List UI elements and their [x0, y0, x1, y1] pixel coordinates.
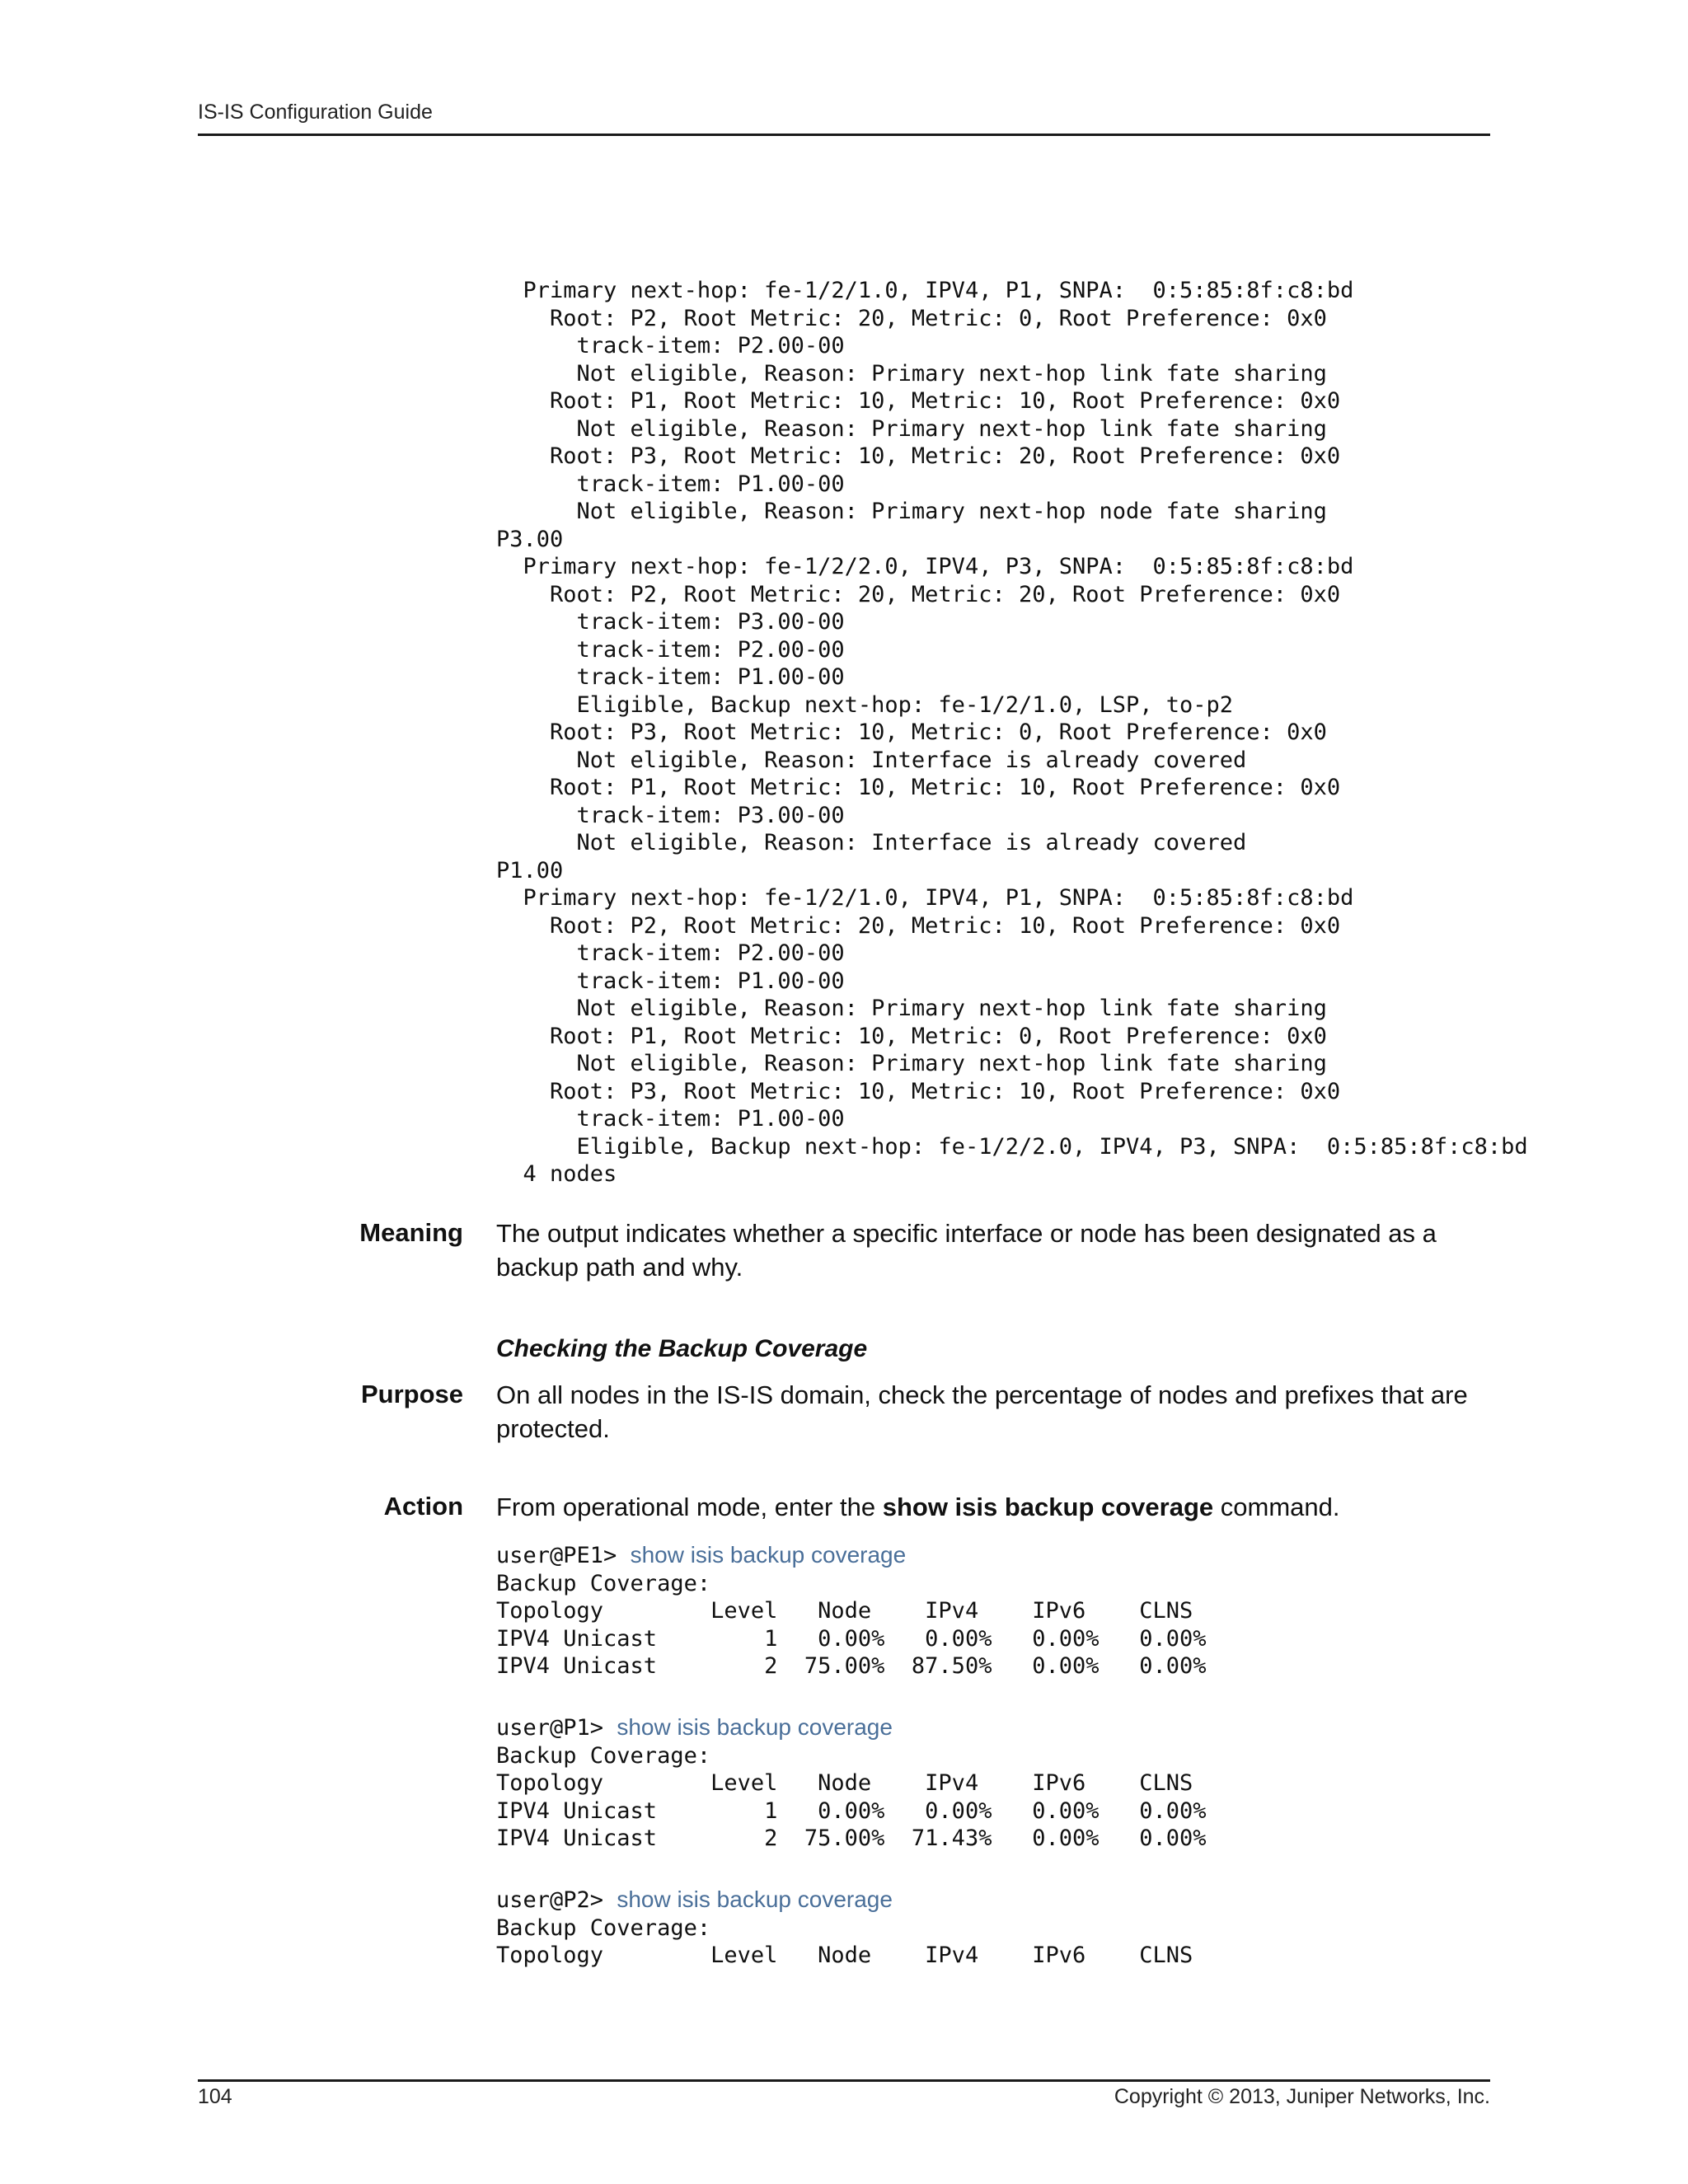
cli-output-line: track-item: P1.00-00: [496, 968, 845, 994]
purpose-text: On all nodes in the IS-IS domain, check the percentage of nodes and prefixes that are protected.: [496, 1380, 1468, 1443]
example-p2: [496, 1886, 1193, 1970]
cli-prompt: user@PE1>: [496, 1543, 631, 1568]
cli-command: show isis backup coverage: [630, 1542, 907, 1568]
cli-output-line: track-item: P1.00-00: [496, 664, 845, 690]
cli-output-line: track-item: P1.00-00: [496, 1106, 845, 1132]
cli-output-line: Primary next-hop: fe-1/2/2.0, IPV4, P3, SNPA: 0:5:85:8f:c8:bd: [496, 554, 1354, 579]
cli-output-line: 4 nodes: [496, 1161, 617, 1187]
action-text-after: command.: [1213, 1493, 1340, 1521]
example-p1: [496, 1713, 1207, 1853]
prompt-line: [496, 1886, 1193, 1915]
cli-output-line: Not eligible, Reason: Primary next-hop link fate sharing: [496, 1051, 1327, 1076]
cli-output-line: track-item: P3.00-00: [496, 609, 845, 635]
cli-output-line: Not eligible, Reason: Primary next-hop link fate sharing: [496, 360, 1327, 387]
cli-output-line: Eligible, Backup next-hop: fe-1/2/1.0, LSP, to-p2: [496, 691, 1234, 718]
action-command: show isis backup coverage: [882, 1493, 1214, 1521]
cli-output-block: [496, 277, 1528, 1188]
cli-output-line: track-item: P2.00-00: [496, 333, 845, 359]
cli-output-line: P1.00: [496, 857, 564, 883]
cli-prompt: user@P1>: [496, 1715, 617, 1741]
cli-output-line: track-item: P2.00-00: [496, 636, 845, 663]
cli-output-line: Primary next-hop: fe-1/2/1.0, IPV4, P1, SNPA: 0:5:85:8f:c8:bd: [496, 885, 1354, 911]
header-rule: [198, 134, 1490, 136]
cli-output-line: Root: P1, Root Metric: 10, Metric: 10, Root Preference: 0x0: [496, 388, 1341, 414]
cli-output-line: track-item: P1.00-00: [496, 471, 845, 497]
cli-output-line: Not eligible, Reason: Interface is already covered: [496, 830, 1247, 855]
cli-output-line: Root: P2, Root Metric: 20, Metric: 10, Root Preference: 0x0: [496, 912, 1341, 939]
cli-output-line: Root: P3, Root Metric: 10, Metric: 0, Root Preference: 0x0: [496, 719, 1327, 745]
cli-output-line: Root: P3, Root Metric: 10, Metric: 20, Root Preference: 0x0: [496, 443, 1341, 469]
purpose-label: Purpose: [360, 1380, 463, 1408]
cli-output-line: Root: P1, Root Metric: 10, Metric: 10, Root Preference: 0x0: [496, 775, 1341, 800]
cli-output-line: Not eligible, Reason: Primary next-hop link fate sharing: [496, 415, 1327, 442]
example-pe1: [496, 1541, 1207, 1680]
meaning-label: Meaning: [359, 1218, 463, 1247]
cli-output-line: Not eligible, Reason: Interface is already covered: [496, 747, 1247, 773]
prompt-line: [496, 1541, 1207, 1570]
cli-output-line: Not eligible, Reason: Primary next-hop link fate sharing: [496, 996, 1327, 1021]
section-heading: Checking the Backup Coverage: [496, 1335, 868, 1362]
page-number: 104: [198, 2085, 232, 2108]
cli-output-line: Primary next-hop: fe-1/2/1.0, IPV4, P1, SNPA: 0:5:85:8f:c8:bd: [496, 278, 1354, 303]
cli-prompt: user@P2>: [496, 1887, 617, 1913]
cli-output-line: P3.00: [496, 526, 564, 552]
cli-output: Backup Coverage: Topology Level Node IPv4 IPv6 CLNS: [496, 1915, 1193, 1968]
action-label: Action: [383, 1492, 463, 1521]
cli-output-line: Not eligible, Reason: Primary next-hop node fate sharing: [496, 499, 1327, 524]
cli-output-line: Eligible, Backup next-hop: fe-1/2/2.0, IPV4, P3, SNPA: 0:5:85:8f:c8:bd: [496, 1133, 1528, 1160]
cli-command: show isis backup coverage: [617, 1714, 893, 1740]
cli-output-line: Root: P1, Root Metric: 10, Metric: 0, Root Preference: 0x0: [496, 1023, 1327, 1049]
cli-output-line: Root: P2, Root Metric: 20, Metric: 0, Root Preference: 0x0: [496, 305, 1327, 331]
cli-output-line: Root: P2, Root Metric: 20, Metric: 20, Root Preference: 0x0: [496, 581, 1341, 607]
cli-output: Backup Coverage: Topology Level Node IPv4 IPv6 CLNS IPV4 Unicast 1 0.00% 0.00% 0.00% 0.00% IPV4 Unicast 2 75.00% 87.50% 0.00% 0.00%: [496, 1570, 1207, 1679]
cli-output: Backup Coverage: Topology Level Node IPv4 IPv6 CLNS IPV4 Unicast 1 0.00% 0.00% 0.00% 0.00% IPV4 Unicast 2 75.00% 71.43% 0.00% 0.00%: [496, 1742, 1207, 1851]
prompt-line: [496, 1713, 1207, 1742]
footer-rule: [198, 2079, 1490, 2082]
cli-output-line: track-item: P2.00-00: [496, 940, 845, 966]
running-header-title: IS-IS Configuration Guide: [198, 101, 433, 124]
action-text-before: From operational mode, enter the: [496, 1493, 883, 1521]
action-text: [496, 1490, 1485, 1524]
cli-command: show isis backup coverage: [617, 1886, 893, 1912]
meaning-text: The output indicates whether a specific interface or node has been designated as a backup path and why.: [496, 1219, 1437, 1282]
cli-output-line: track-item: P3.00-00: [496, 802, 845, 828]
footer-copyright: Copyright © 2013, Juniper Networks, Inc.: [1114, 2085, 1490, 2108]
cli-output-line: Root: P3, Root Metric: 10, Metric: 10, Root Preference: 0x0: [496, 1078, 1341, 1104]
